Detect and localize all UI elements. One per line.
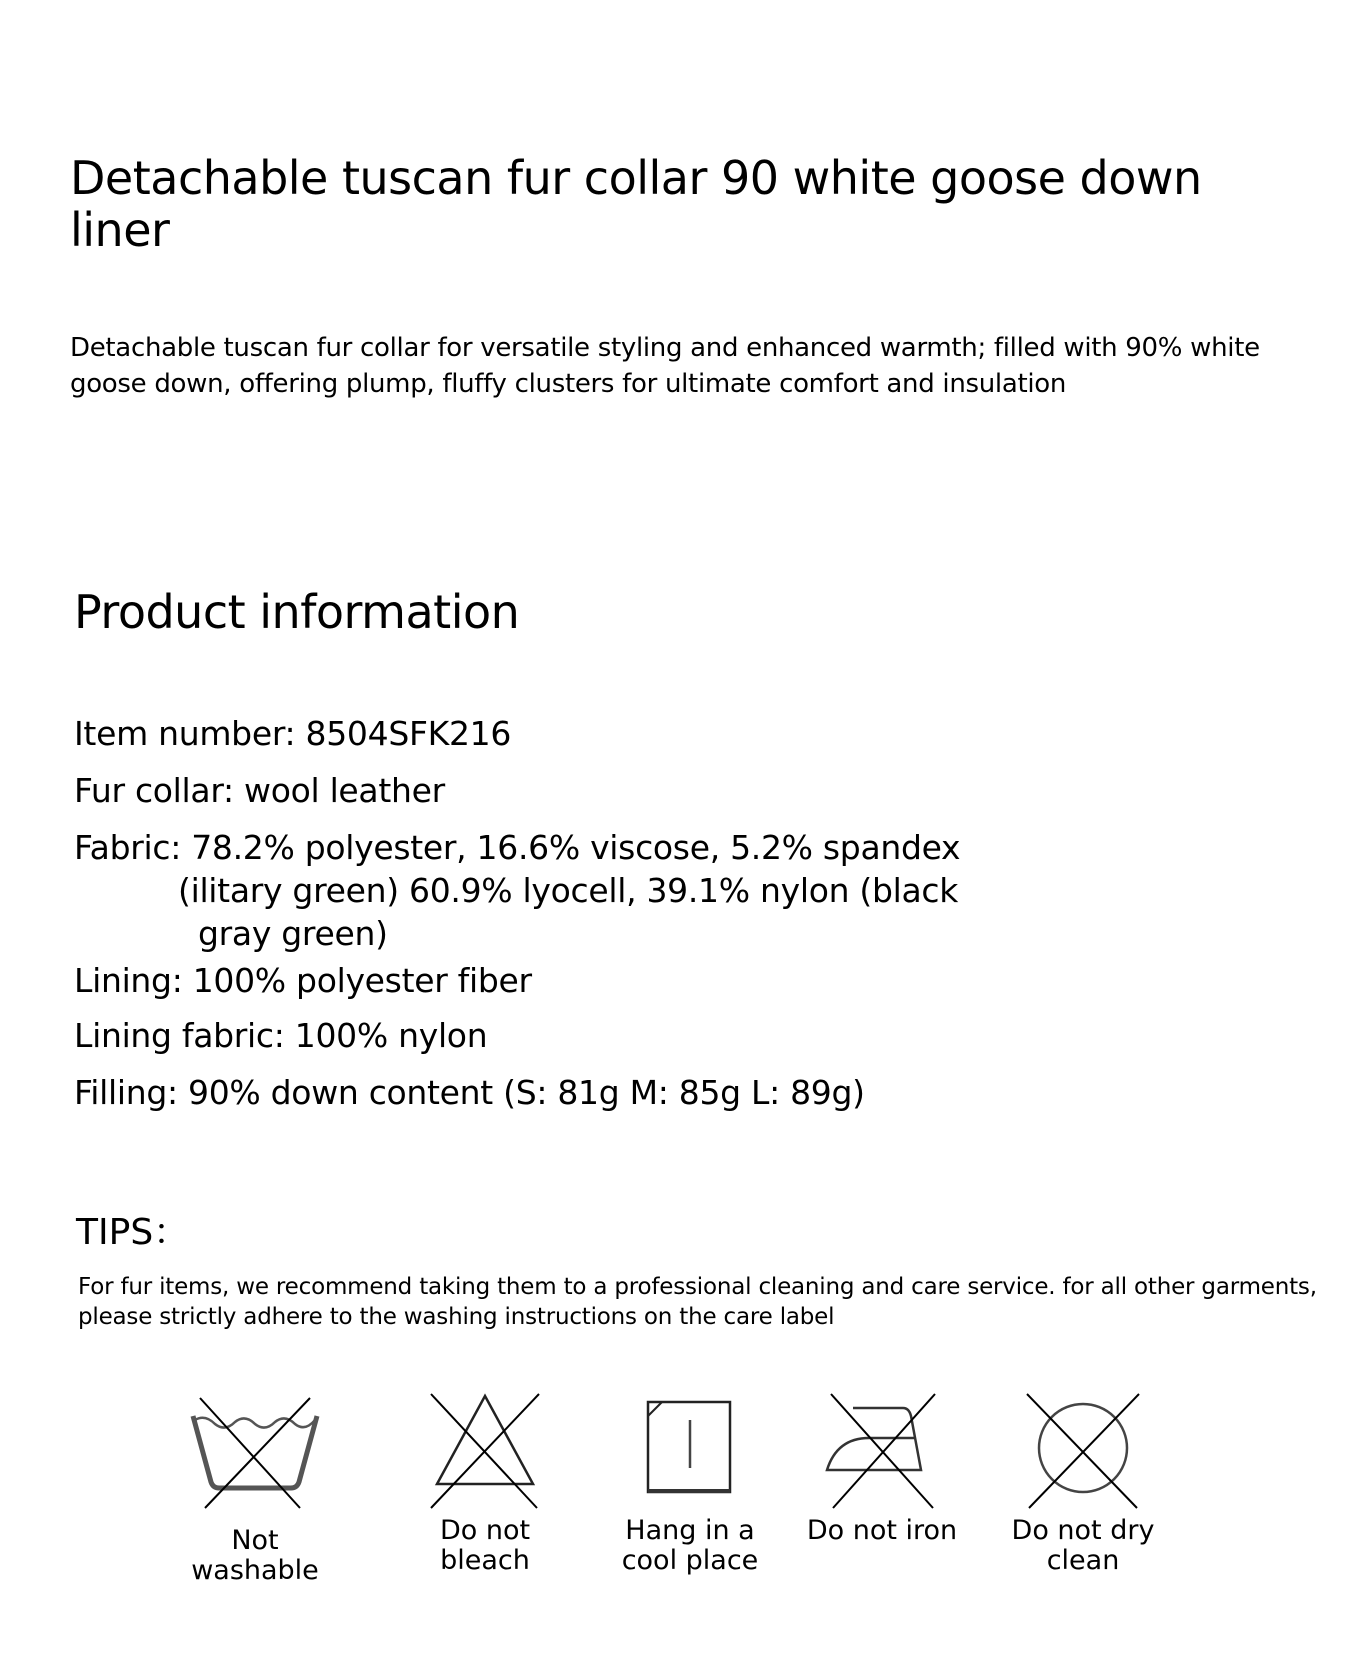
care-label: Do not dry clean [1011,1515,1155,1576]
fabric-line-1: Fabric: 78.2% polyester, 16.6% viscose, 5.2% spandex [74,828,961,867]
product-info-list [74,712,1074,1128]
care-label: Hang in a cool place [621,1515,759,1576]
do-not-bleach-icon [425,1390,545,1510]
fur-collar: Fur collar: wool leather [74,771,445,810]
fabric-line-3: gray green) [198,914,388,953]
tips-heading: TIPS： [76,1212,190,1253]
not-washable-icon [185,1390,325,1510]
care-item-do-not-iron [797,1390,967,1546]
care-label: Do not bleach [439,1515,531,1576]
do-not-dry-clean-icon [1023,1390,1143,1510]
fabric [74,826,1074,955]
product-info-heading: Product information [74,585,520,639]
item-number: Item number: 8504SFK216 [74,714,512,753]
care-item-hang-dry [605,1390,775,1576]
product-description: Detachable tuscan fur collar for versatile styling and enhanced warmth; filled with 90% white goose down, offering plump, fluffy clusters for ultimate comfort and insulation [70,333,1260,399]
fabric-line-2: (ilitary green) 60.9% lyocell, 39.1% nylon (black [178,871,959,910]
care-item-do-not-bleach [400,1390,570,1576]
care-label: Not washable [191,1525,319,1586]
lining-fabric: Lining fabric: 100% nylon [74,1016,488,1055]
care-item-do-not-dry-clean [998,1390,1168,1576]
lining: Lining: 100% polyester fiber [74,961,532,1000]
do-not-iron-icon [817,1390,947,1510]
tips-text: For fur items, we recommend taking them to a professional cleaning and care service. for all other garments, please strictly adhere to the washing instructions on the care label [78,1274,1317,1330]
care-item-not-washable [170,1390,340,1586]
hang-dry-icon [630,1390,750,1510]
care-label: Do not iron [806,1515,958,1546]
product-title: Detachable tuscan fur collar 90 white goose down liner [70,151,1202,257]
filling: Filling: 90% down content (S: 81g M: 85g L: 89g) [74,1073,865,1112]
